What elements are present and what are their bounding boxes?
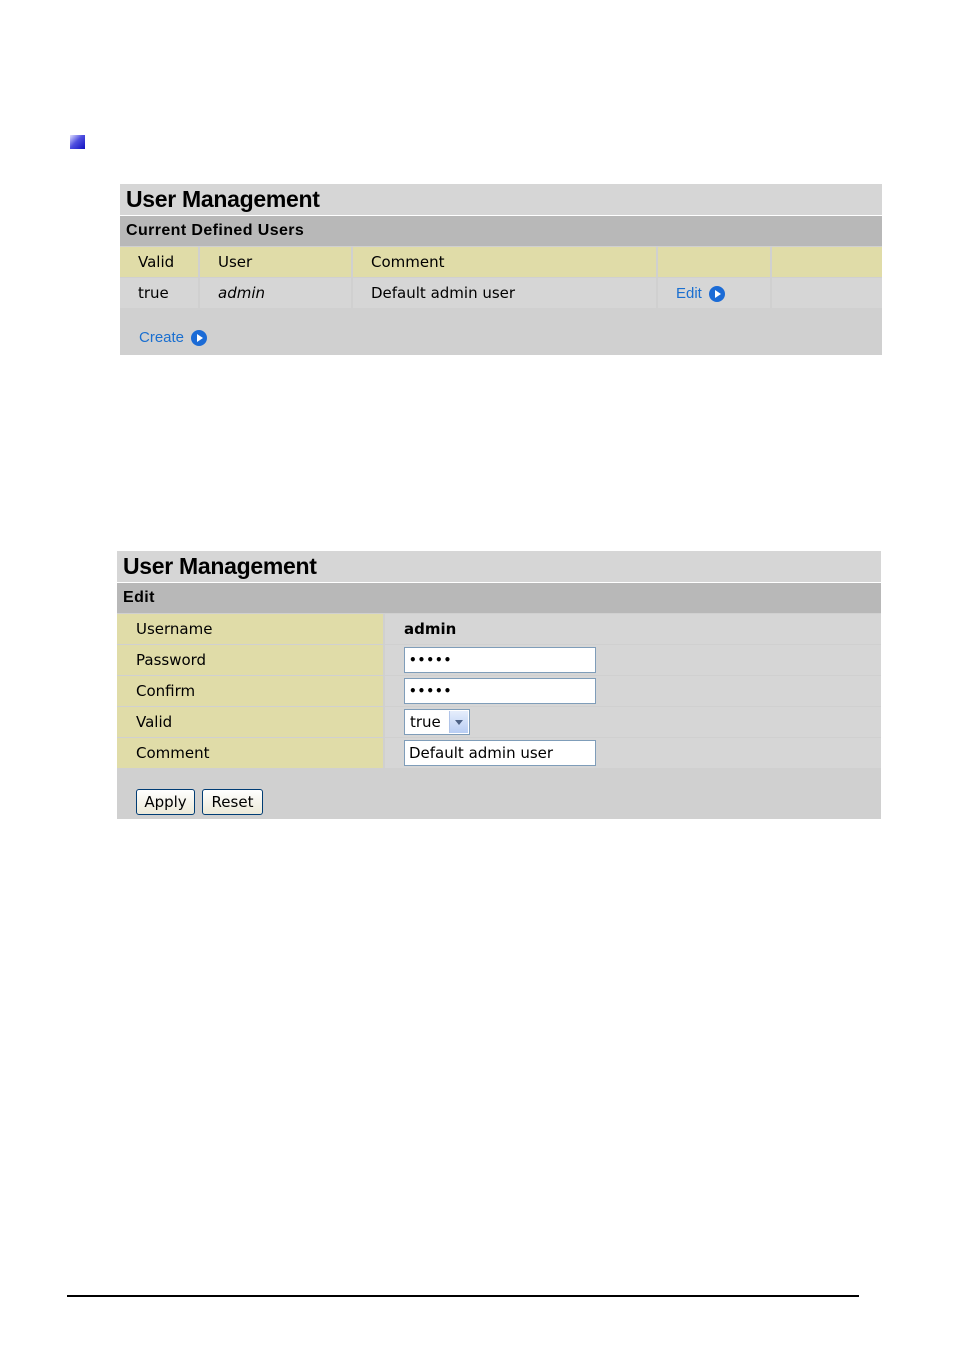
- form-row-password: [117, 645, 881, 675]
- create-area: [120, 308, 882, 351]
- arrow-right-icon: [709, 286, 725, 302]
- password-value-cell: [385, 645, 881, 675]
- column-header-action: [658, 247, 770, 277]
- comment-input[interactable]: Default admin user: [404, 740, 596, 766]
- apply-button[interactable]: Apply: [136, 789, 195, 815]
- cell-extra: [772, 278, 882, 308]
- table-row: [120, 278, 882, 308]
- create-link[interactable]: [139, 329, 207, 346]
- arrow-right-icon: [191, 330, 207, 346]
- cell-action: [658, 278, 770, 308]
- user-list-panel: [120, 184, 882, 355]
- confirm-label: Confirm: [117, 676, 383, 706]
- password-label: Password: [117, 645, 383, 675]
- password-input[interactable]: •••••: [404, 647, 596, 673]
- column-header-valid: Valid: [120, 247, 198, 277]
- chevron-down-icon[interactable]: [449, 711, 468, 733]
- section-bullet-icon: [70, 135, 85, 149]
- valid-select-value: true: [410, 713, 441, 731]
- cell-user: admin: [200, 278, 351, 308]
- table-header-row: [120, 247, 882, 277]
- column-header-extra: [772, 247, 882, 277]
- column-header-comment: Comment: [353, 247, 656, 277]
- form-row-comment: [117, 738, 881, 768]
- comment-value-cell: [385, 738, 881, 768]
- button-area: [117, 768, 881, 817]
- column-header-user: User: [200, 247, 351, 277]
- form-row-valid: [117, 707, 881, 737]
- confirm-value-cell: [385, 676, 881, 706]
- reset-button[interactable]: Reset: [202, 789, 263, 815]
- panel-subtitle: Edit: [117, 583, 881, 613]
- valid-value-cell: [385, 707, 881, 737]
- cell-valid: true: [120, 278, 198, 308]
- panel-title: User Management: [120, 184, 882, 216]
- panel-title: User Management: [117, 551, 881, 583]
- valid-select[interactable]: [404, 709, 470, 735]
- form-row-confirm: [117, 676, 881, 706]
- panel-subtitle: Current Defined Users: [120, 216, 882, 246]
- footer-divider: [67, 1295, 859, 1297]
- confirm-password-input[interactable]: •••••: [404, 678, 596, 704]
- edit-link[interactable]: [676, 279, 725, 308]
- username-value: admin: [404, 620, 457, 638]
- valid-label: Valid: [117, 707, 383, 737]
- form-row-username: [117, 614, 881, 644]
- user-edit-panel: [117, 551, 881, 819]
- username-label: Username: [117, 614, 383, 644]
- edit-link-label: Edit: [676, 285, 702, 302]
- create-link-label: Create: [139, 329, 185, 346]
- cell-comment: Default admin user: [353, 278, 656, 308]
- comment-label: Comment: [117, 738, 383, 768]
- username-value-cell: [385, 614, 881, 644]
